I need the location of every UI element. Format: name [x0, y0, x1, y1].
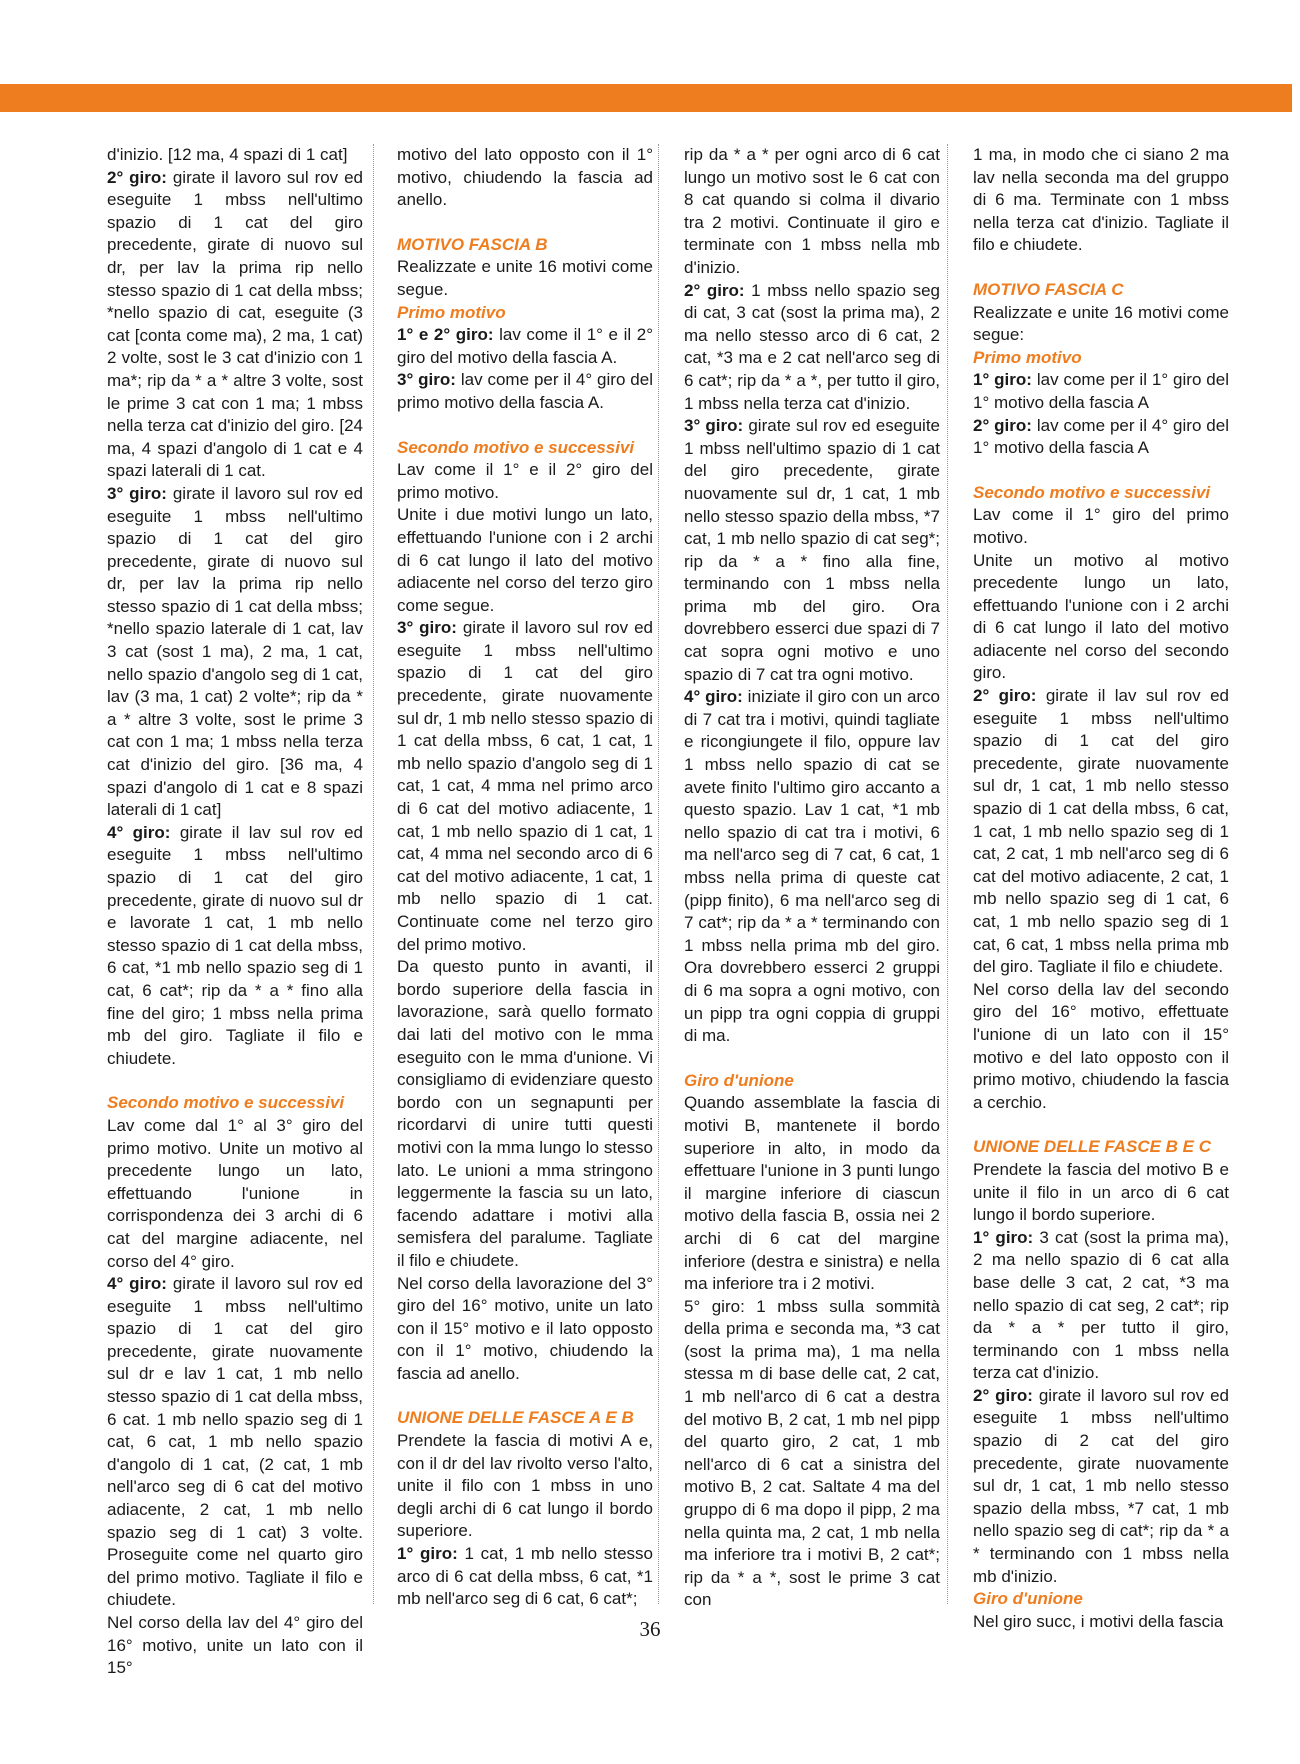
paragraph-text: lav come per il 4° giro del primo motivo della fascia A.	[397, 370, 653, 412]
paragraph-text: rip da * a * per ogni arco di 6 cat lungo un motivo sost le 6 cat con 8 cat quando si colma il divario tra 2 motivi. Continuate il giro e terminate con 1 mbss nella mb d'inizio.	[684, 145, 940, 277]
section-heading: Giro d'unione	[973, 1589, 1083, 1609]
round-label: 3° giro:	[397, 370, 456, 390]
section-heading: Secondo motivo e successivi	[107, 1093, 345, 1113]
paragraph	[107, 1115, 363, 1273]
paragraph	[684, 415, 940, 686]
paragraph-text: girate il lavoro sul rov ed eseguite 1 mbss nell'ultimo spazio di 1 cat del giro precedente, girate di nuovo sul dr, per lav la prima rip nello stesso spazio di 1 cat della mbss; *nello spazio di cat, eseguite (3 cat [conta come ma), 2 ma, 1 cat) 2 volte, sost le 3 cat d'inizio con 1 ma*; rip da * a * altre 3 volte, sost le prime 3 cat con 1 ma; 1 mbss nella terza cat d'inizio del giro. [24 ma, 4 spazi d'angolo di 1 cat e 4 spazi laterali di 1 cat.	[107, 167, 363, 481]
page-number: 36	[639, 1617, 661, 1641]
column-divider	[373, 144, 374, 1604]
paragraph	[397, 256, 653, 301]
round-label: 2° giro:	[973, 686, 1037, 706]
paragraph-text: motivo del lato opposto con il 1° motivo, chiudendo la fascia ad anello.	[397, 145, 653, 210]
round-label: 2° giro:	[107, 167, 167, 187]
paragraph-text: 5° giro: 1 mbss sulla sommità della prima e seconda ma, *3 cat (sost la prima ma), 1 ma nella stessa m di base delle cat, 2 cat, 1 mb nell'arco di 6 cat a destra del motivo B, 2 cat, 1 mb nel pipp del quarto giro, 2 cat, 1 mb nell'arco di 6 cat a sinistra del motivo B, 2 cat. Saltate 4 ma del gruppo di 6 ma dopo il pipp, 2 ma nella quinta ma, 2 cat, 1 mb nella ma inferiore tra i motivi B, 2 cat*; rip da * a *, sost le prime 3 cat con	[684, 1296, 940, 1610]
paragraph	[397, 956, 653, 1272]
paragraph	[107, 1273, 363, 1612]
paragraph	[973, 1227, 1229, 1385]
paragraph	[973, 1159, 1229, 1227]
section-heading: Secondo motivo e successivi	[973, 482, 1211, 502]
paragraph-text: girate il lav sul rov ed eseguite 1 mbss nell'ultimo spazio di 1 cat del giro precedente, girate di nuovo sul dr e lavorate 1 cat, 1 mb nello stesso spazio di 1 cat della mbss, 6 cat, *1 mb nello spazio seg di 1 cat, 6 cat*; rip da * a * fino alla fine del giro; 1 mbss nella prima mb del giro. Tagliate il filo e chiudete.	[107, 822, 363, 1068]
section-heading: Giro d'unione	[684, 1070, 794, 1090]
round-label: 1° e 2° giro:	[397, 325, 494, 345]
paragraph-text: girate il lavoro sul rov ed eseguite 1 mbss nell'ultimo spazio di 1 cat del giro precedente, girate nuovamente sul dr e lav 1 cat, 1 mb nello stesso spazio di 1 cat della mbss, 6 cat. 1 mb nello spazio seg di 1 cat, 6 cat, 1 mb nello spazio d'angolo di 1 cat, (2 cat, 1 mb nell'arco seg di 6 cat del motivo adiacente, 2 cat, 1 mb nello spazio seg di 1 cat) 3 volte. Proseguite come nel quarto giro del primo motivo. Tagliate il filo e chiudete.	[107, 1274, 363, 1610]
paragraph	[397, 1543, 653, 1611]
section-heading: Primo motivo	[973, 347, 1082, 367]
paragraph	[107, 167, 363, 483]
article-columns	[107, 144, 1232, 1678]
paragraph	[107, 144, 363, 167]
paragraph	[397, 1273, 653, 1386]
paragraph	[973, 979, 1229, 1115]
paragraph-text: Nel corso della lavorazione del 3° giro del 16° motivo, unite un lato con il 15° motivo e il lato opposto con il 1° motivo, chiudendo la fascia ad anello.	[397, 1273, 653, 1383]
paragraph-text: girate il lavoro sul rov ed eseguite 1 mbss nell'ultimo spazio di 1 cat del giro precedente, girate nuovamente sul dr, 1 mb nello stesso spazio di 1 cat della mbss, 6 cat, 1 cat, 1 mb nello spazio d'angolo seg di 1 cat, 1 cat, 4 mma nel primo arco di 6 cat del motivo adiacente, 1 cat, 1 mb nello spazio di 1 cat, 1 cat, 4 mma nel secondo arco di 6 cat del motivo adiacente, 1 cat, 1 mb nello spazio di 1 cat. Continuate come nel terzo giro del primo motivo.	[397, 618, 653, 954]
paragraph	[684, 686, 940, 1048]
paragraph	[973, 369, 1229, 414]
paragraph-text: Unite un motivo al motivo precedente lungo un lato, effettuando l'unione con i 2 archi di 6 cat lungo il lato del motivo adiacente nel corso del secondo giro.	[973, 550, 1229, 683]
text-column-1	[107, 144, 363, 1678]
paragraph	[684, 144, 940, 280]
round-label: 2° giro:	[684, 280, 745, 300]
paragraph-text: Nel giro succ, i motivi della fascia	[973, 1611, 1224, 1631]
paragraph	[973, 415, 1229, 460]
paragraph-text: Prendete la fascia del motivo B e unite il filo in un arco di 6 cat lungo il bordo superiore.	[973, 1159, 1229, 1225]
paragraph-text: 1 cat, 1 mb nello stesso arco di 6 cat della mbss, 6 cat, *1 mb nell'arco seg di 6 cat, 6 cat*;	[397, 1544, 653, 1609]
text-column-2	[397, 144, 653, 1614]
paragraph	[684, 1296, 940, 1612]
paragraph	[397, 504, 653, 617]
paragraph-text: Da questo punto in avanti, il bordo superiore della fascia in lavorazione, sarà quello formato dai lati del motivo con le mma eseguito con le mma d'unione. Vi consigliamo di evidenziare questo bordo con un segnapunti per ricordarvi di unire tutti questi motivi con la mma lungo lo stesso lato. Le unioni a mma stringono leggermente la fascia su un lato, facendo adattare i motivi alla semisfera del paralume. Tagliate il filo e chiudete.	[397, 957, 653, 1270]
section-heading: MOTIVO FASCIA B	[397, 234, 548, 254]
round-label: 4° giro:	[107, 822, 171, 842]
paragraph-text: 1 mbss nello spazio seg di cat, 3 cat (sost la prima ma), 2 ma nello stesso arco di 6 cat, 2 cat, *3 ma e 2 cat nell'arco seg di 6 cat*; rip da * a *, per tutto il giro, 1 mbss nella terza cat d'inizio.	[684, 280, 940, 413]
round-label: 3° giro:	[397, 618, 457, 638]
text-column-3	[684, 144, 940, 1614]
paragraph-text: Quando assemblate la fascia di motivi B, mantenete il bordo superiore in alto, in modo da effettuare l'unione in 3 punti lungo il margine inferiore di ciascun motivo della fascia B, ossia nei 2 archi di 6 cat del margine inferiore (destra e sinistra) e nella ma inferiore tra i 2 motivi.	[684, 1093, 940, 1294]
paragraph-text: Lav come dal 1° al 3° giro del primo motivo. Unite un motivo al precedente lungo un lato, effettuando l'unione in corrispondenza dei 3 archi di 6 cat del margine adiacente, nel corso del 4° giro.	[107, 1115, 363, 1271]
paragraph	[107, 822, 363, 1071]
section-heading: Secondo motivo e successivi	[397, 437, 635, 457]
section-heading: UNIONE DELLE FASCE B E C	[973, 1137, 1212, 1157]
paragraph	[684, 1092, 940, 1295]
section-heading: MOTIVO FASCIA C	[973, 279, 1124, 299]
paragraph	[973, 144, 1229, 257]
paragraph	[973, 685, 1229, 979]
paragraph-text: lav come per il 1° giro del 1° motivo della fascia A	[973, 370, 1229, 412]
paragraph-text: Lav come il 1° giro del primo motivo.	[973, 505, 1229, 547]
paragraph	[397, 459, 653, 504]
paragraph-text: 1 ma, in modo che ci siano 2 ma lav nella seconda ma del gruppo di 6 ma. Terminate con 1 mbss nella terza cat d'inizio. Tagliate il filo e chiudete.	[973, 145, 1229, 255]
paragraph	[397, 617, 653, 956]
round-label: 1° giro:	[973, 1227, 1034, 1247]
round-label: 1° giro:	[397, 1544, 458, 1564]
paragraph-text: Realizzate e unite 16 motivi come segue:	[973, 302, 1229, 345]
round-label: 2° giro:	[973, 415, 1032, 435]
paragraph	[684, 280, 940, 416]
paragraph-text: Realizzate e unite 16 motivi come segue.	[397, 257, 653, 299]
paragraph	[973, 504, 1229, 549]
paragraph-text: girate il lavoro sul rov ed eseguite 1 mbss nell'ultimo spazio di 2 cat del giro precedente, girate nuovamente sul dr, 1 cat, 1 mb nello stesso spazio della mbss, *7 cat, 1 mb nello spazio seg di cat*; rip da * a * terminando con 1 mbss nella mb d'inizio.	[973, 1385, 1229, 1586]
paragraph	[397, 324, 653, 369]
round-label: 4° giro:	[107, 1274, 167, 1294]
paragraph	[973, 302, 1229, 347]
paragraph	[397, 144, 653, 212]
text-column-4	[973, 144, 1229, 1631]
paragraph-text: girate il lavoro sul rov ed eseguite 1 mbss nell'ultimo spazio di 1 cat del giro precedente, girate di nuovo sul dr, per lav la prima rip nello stesso spazio di 1 cat della mbss; *nello spazio laterale di 1 cat, lav 3 cat (sost 1 ma), 2 ma, 1 cat, nello spazio d'angolo seg di 1 cat, lav (3 ma, 1 cat) 2 volte*; rip da * a * altre 3 volte, sost le prime 3 cat con 1 ma; 1 mbss nella terza cat d'inizio del giro. [36 ma, 4 spazi d'angolo di 1 cat e 8 spazi laterali di 1 cat]	[107, 483, 363, 820]
paragraph-text: Nel corso della lav del secondo giro del 16° motivo, effettuate l'unione di un lato con il 15° motivo e del lato opposto con il primo motivo, chiudendo la fascia a cerchio.	[973, 979, 1229, 1112]
paragraph-text: girate sul rov ed eseguite 1 mbss nell'ultimo spazio di 1 cat del giro precedente, girate nuovamente sul dr, 1 cat, 1 mb nello stesso spazio della mbss, *7 cat, 1 mb nello spazio di cat seg*; rip da * a * fino alla fine, terminando con 1 mbss nella prima mb del giro. Ora dovrebbero esserci due spazi di 7 cat sopra ogni motivo e uno spazio di 7 cat tra ogni motivo.	[684, 416, 941, 684]
round-label: 4° giro:	[684, 687, 743, 707]
paragraph-text: Unite i due motivi lungo un lato, effettuando l'unione con i 2 archi di 6 cat lungo il lato del motivo adiacente nel corso del terzo giro come segue.	[397, 505, 653, 615]
paragraph	[397, 1430, 653, 1543]
round-label: 2° giro:	[973, 1385, 1033, 1405]
round-label: 1° giro:	[973, 370, 1032, 390]
round-label: 3° giro:	[684, 416, 744, 436]
paragraph-text: lav come per il 4° giro del 1° motivo della fascia A	[973, 415, 1229, 458]
paragraph	[107, 483, 363, 822]
paragraph-text: Lav come il 1° e il 2° giro del primo motivo.	[397, 460, 653, 502]
section-heading: Primo motivo	[397, 302, 506, 322]
paragraph-text: 3 cat (sost la prima ma), 2 ma nello spazio di 6 cat alla base delle 3 cat, 2 cat, *3 ma nello spazio di cat seg, 2 cat*; rip da * a * per tutto il giro, terminando con 1 mbss nella terza cat d'inizio.	[973, 1227, 1229, 1383]
paragraph	[973, 550, 1229, 686]
paragraph-text: Prendete la fascia di motivi A e, con il dr del lav rivolto verso l'alto, unite il filo con 1 mbss in uno degli archi di 6 cat lungo il bordo superiore.	[397, 1431, 653, 1541]
header-accent-bar	[0, 84, 1292, 112]
paragraph-text: iniziate il giro con un arco di 7 cat tra i motivi, quindi tagliate e ricongiungete il filo, oppure lav 1 mbss nello spazio di cat se avete finito l'ultimo giro accanto a questo spazio. Lav 1 cat, *1 mb nello spazio di cat tra i motivi, 6 ma nell'arco seg di 7 cat, 6 cat, 1 mbss nella prima di queste cat (pipp finito), 6 ma nell'arco seg di 7 cat*; rip da * a * terminando con 1 mbss nella prima mb del giro. Ora dovrebbero esserci 2 gruppi di 6 ma sopra a ogni motivo, con un pipp tra ogni coppia di gruppi di ma.	[684, 687, 941, 1046]
paragraph-text: girate il lav sul rov ed eseguite 1 mbss nell'ultimo spazio di 1 cat del giro precedente, girate nuovamente sul dr, 1 cat, 1 mb nello stesso spazio di 1 cat della mbss, 6 cat, 1 cat, 1 mb nello spazio seg di 1 cat, 2 cat, 1 mb nell'arco seg di 6 cat del motivo adiacente, 2 cat, 1 mb nello spazio seg di 1 cat, 6 cat, 1 mb nello spazio seg di 1 cat, 6 cat, 1 mbss nella prima mb del giro. Tagliate il filo e chiudete.	[973, 686, 1229, 977]
paragraph	[973, 1385, 1229, 1588]
paragraph-text: Nel corso della lav del 4° giro del 16° motivo, unite un lato con il 15°	[107, 1613, 363, 1678]
paragraph-text: d'inizio. [12 ma, 4 spazi di 1 cat]	[107, 145, 348, 164]
paragraph	[397, 369, 653, 414]
column-divider	[658, 144, 659, 1604]
round-label: 3° giro:	[107, 483, 167, 503]
column-divider	[947, 144, 948, 1604]
paragraph-text: lav come il 1° e il 2° giro del motivo della fascia A.	[397, 325, 653, 367]
section-heading: UNIONE DELLE FASCE A E B	[397, 1408, 634, 1428]
